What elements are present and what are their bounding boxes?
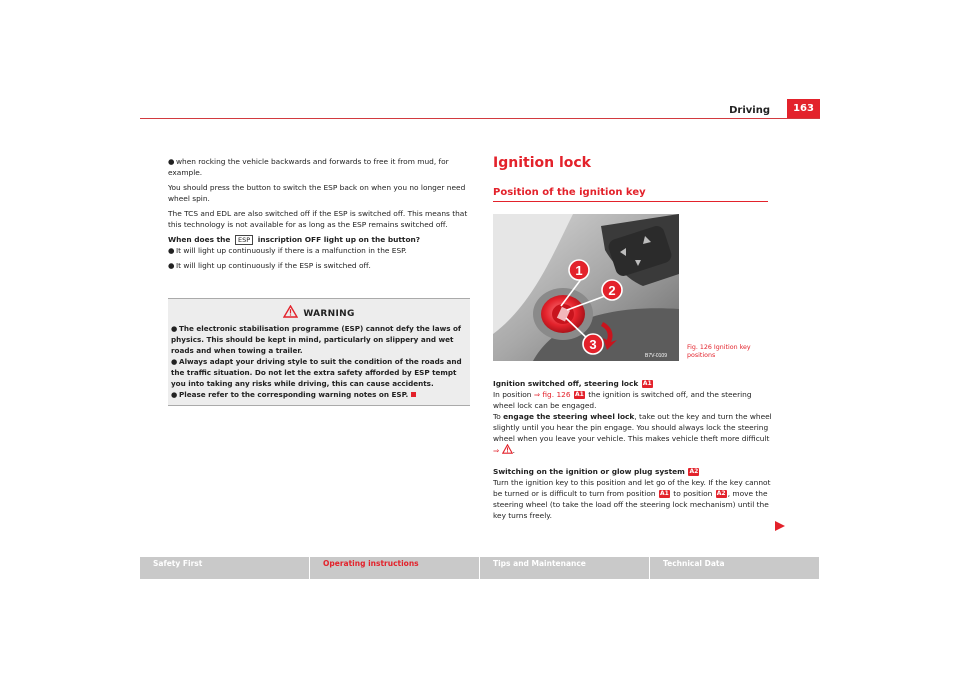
figure-label-3 bbox=[583, 334, 603, 354]
figure-code: B7V-0109 bbox=[645, 353, 667, 359]
list-item: ● when rocking the vehicle backwards and forwards to free it from mud, for example. bbox=[168, 157, 449, 177]
list-item: ● It will light up continuously if the ESP is switched off. bbox=[168, 261, 371, 270]
warning-heading: WARNING bbox=[168, 305, 470, 319]
warning-box bbox=[168, 298, 470, 406]
figure-reference-link[interactable]: ⇒ fig. 126 bbox=[533, 390, 571, 399]
next-page-arrow-icon[interactable] bbox=[774, 517, 786, 536]
position-badge: A1 bbox=[575, 391, 584, 398]
bullet-icon: ● bbox=[171, 324, 178, 333]
position-heading: Ignition switched off, steering lock A1 bbox=[493, 379, 652, 388]
page-number: 163 bbox=[787, 99, 820, 119]
svg-text:2: 2 bbox=[608, 283, 616, 298]
figure-label-2 bbox=[602, 280, 622, 300]
paragraph: Turn the ignition key to this position and let go of the key. If the key cannot be turned or is difficult to turn from position A1 to position A2 , move the steering wheel (to take the load off the steering lock mechanism) until the key turns freely. bbox=[493, 478, 771, 520]
bullet-icon: ● bbox=[168, 261, 175, 270]
bullet-icon: ● bbox=[171, 390, 178, 399]
paragraph: In position ⇒ fig. 126 A1 the ignition is switched off, and the steering wheel lock can be engaged. bbox=[493, 390, 752, 410]
position-heading: Switching on the ignition or glow plug system A2 bbox=[493, 467, 699, 476]
ignition-key-figure bbox=[493, 214, 679, 361]
esp-key-icon: ESP bbox=[235, 235, 253, 245]
warning-triangle-icon bbox=[502, 444, 513, 454]
footer-nav bbox=[140, 557, 820, 579]
position-badge: A1 bbox=[660, 490, 669, 497]
svg-text:1: 1 bbox=[575, 263, 583, 278]
figure-label-1 bbox=[569, 260, 589, 280]
question-heading: When does the ESP inscription OFF light up on the button? bbox=[168, 235, 421, 244]
paragraph: To engage the steering wheel lock, take out the key and turn the wheel slightly until you hear the pin engage. You should always lock the steering wheel when you leave your vehicle. This makes vehicle theft more difficult ⇒ . bbox=[493, 412, 772, 455]
section-end-icon bbox=[411, 392, 416, 397]
section-title: Ignition lock bbox=[493, 155, 591, 171]
subsection-title: Position of the ignition key bbox=[493, 187, 646, 198]
paragraph: The TCS and EDL are also switched off if the ESP is switched off. This means that this technology is not available for as long as the ESP remains switched off. bbox=[168, 209, 468, 229]
figure-caption: Fig. 126 Ignition key positions bbox=[687, 344, 751, 359]
warning-body bbox=[171, 323, 466, 400]
position-badge: A2 bbox=[716, 490, 726, 497]
warning-triangle-icon bbox=[283, 305, 298, 318]
bullet-icon: ● bbox=[171, 357, 178, 366]
right-column bbox=[493, 378, 773, 521]
header-divider bbox=[140, 118, 820, 119]
tab-technical-data[interactable]: Technical Data bbox=[650, 557, 820, 579]
position-badge: A2 bbox=[689, 468, 699, 475]
svg-text:3: 3 bbox=[589, 337, 597, 352]
tab-safety-first[interactable]: Safety First bbox=[140, 557, 310, 579]
list-item: ● The electronic stabilisation programme (ESP) cannot defy the laws of physics. This should be kept in mind, particularly on slippery and wet roads and when towing a trailer. bbox=[171, 324, 462, 355]
tab-operating-instructions[interactable]: Operating instructions bbox=[310, 557, 480, 579]
bullet-icon: ● bbox=[168, 246, 175, 255]
ignition-lock-illustration bbox=[493, 214, 679, 361]
left-column bbox=[168, 156, 472, 271]
page-header-title: Driving bbox=[729, 105, 770, 116]
subsection-divider bbox=[493, 201, 768, 202]
warning-reference-link[interactable]: ⇒ bbox=[493, 446, 513, 455]
paragraph: You should press the button to switch the ESP back on when you no longer need wheel spin. bbox=[168, 183, 466, 203]
list-item: ● Please refer to the corresponding warning notes on ESP. bbox=[171, 389, 466, 400]
list-item: ● Always adapt your driving style to suit the condition of the roads and the traffic situation. Do not let the extra safety afforded by ESP tempt you into taking any risks while driving, this can cause accidents. bbox=[171, 357, 462, 388]
bullet-icon: ● bbox=[168, 157, 175, 166]
list-item: ● It will light up continuously if there is a malfunction in the ESP. bbox=[168, 246, 407, 255]
tab-tips-and-maintenance[interactable]: Tips and Maintenance bbox=[480, 557, 650, 579]
position-badge: A1 bbox=[642, 380, 652, 387]
